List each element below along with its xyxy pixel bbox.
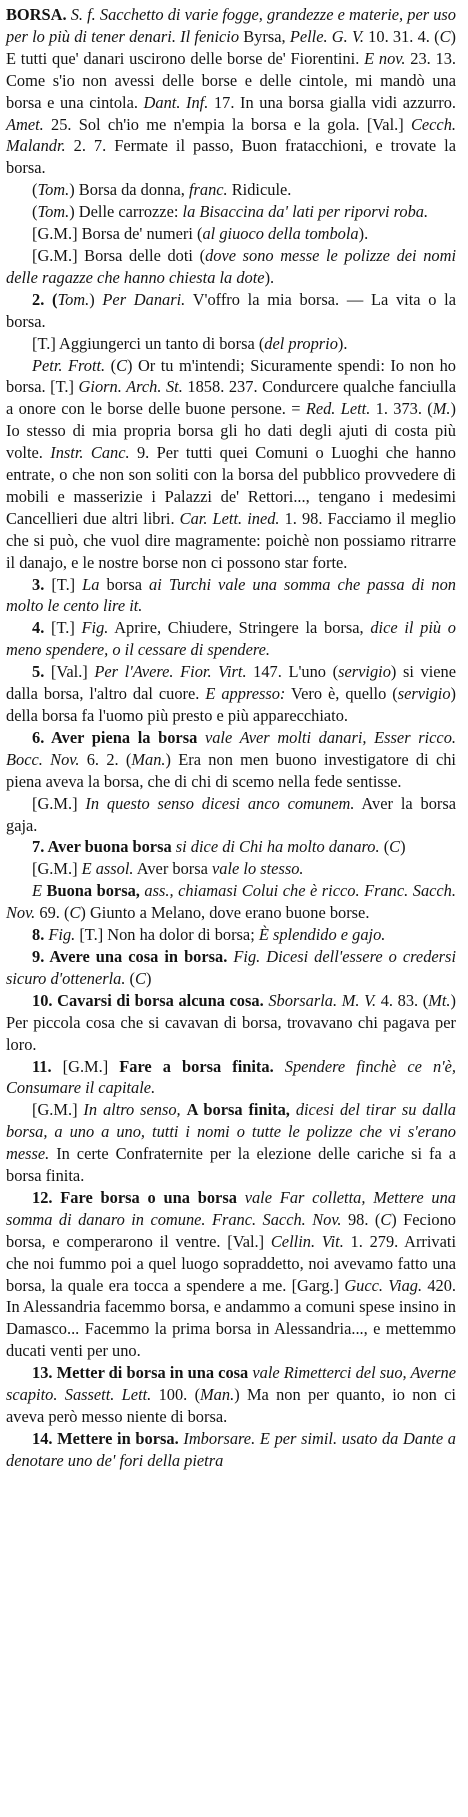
text-run: In certe Confraternite per la elezione delle cariche si fa a borsa finita. [6,1144,456,1186]
italic-text: Man. [200,1385,235,1405]
entry-sense-paragraph [6,727,456,793]
italic-text: Man. [131,749,166,769]
text-run: ( [32,202,38,222]
text-run: 9. Per tutti quei Comuni o Luoghi che hanno entrate, o che non son soliti con la borsa del pubblico provvedere di mobili e masserizie i Palazzi de' Rettori..., tengano i medesimi Cancellieri due altri libri. [6,443,456,528]
entry-sense-paragraph [6,617,456,661]
italic-text: vale Rimetterci del suo, Averne scapito. Sassett. Lett. [6,1363,456,1405]
text-run: Vero è, quello ( [285,684,398,704]
entry-sense-paragraph [6,1428,456,1472]
italic-text: dove sono messe le polizze dei nomi delle ragazze che hanno chiesta la dote [6,245,456,287]
italic-text: al giuoco della tombola [202,224,359,244]
text-run: ) [145,968,152,988]
bold-term: 4. [32,618,52,638]
italic-text: S. f. Sacchetto di varie fogge, grandezze e materie, per uso per lo più di tener denari. Il fenicio [6,5,456,46]
italic-text: ai Turchi vale una somma che passa di non molto le cento lire it. [6,574,456,616]
bold-term: Fare a borsa finita. [119,1056,274,1076]
text-run [274,1057,285,1076]
bold-term: 13. Metter di borsa in una cosa [32,1363,249,1383]
text-run: ) Delle carrozze: [69,202,183,222]
entry-sense-paragraph [6,1187,456,1362]
italic-text: Petr. Frott. [32,355,106,375]
text-run: Ridicule. [227,180,292,200]
italic-text: E assol. [81,859,134,879]
text-run: Aprire, Chiudere, Stringere la borsa, [108,618,371,638]
text-run: 4. 83. ( [376,990,429,1010]
bold-term: 9. Avere una cosa in borsa. [32,946,228,966]
text-run: ) Giunto a Melano, dove erano buone borse. [80,903,370,923]
text-run: ( [125,968,136,988]
text-run: 6. 2. ( [79,749,132,769]
bold-term: A borsa finita, [186,1100,290,1120]
italic-text: vale lo stesso. [212,859,304,879]
entry-sense-paragraph [6,333,456,355]
italic-text: M. [432,399,451,419]
bold-term: 6. Aver piena la borsa [32,727,198,747]
italic-text: Fig. Dicesi dell'essere o credersi sicuro d'ottenerla. [6,946,456,988]
italic-text: Tom. [37,180,70,200]
text-run: 1858. 237. Condurcere qualche fanciulla a onore con le borse delle buone persone. = [6,377,456,419]
italic-text: vale Far colletta, Mettere una somma di danaro in comune. Franc. Sacch. Nov. [6,1187,456,1229]
italic-text: Fig. [48,925,76,945]
text-run: [G.M.] [32,793,86,813]
italic-text: Pelle. G. V. [289,26,364,46]
text-run: [G.M.] [32,859,82,879]
bold-term: 14. Mettere in borsa. [32,1428,179,1448]
italic-text: È splendido e gajo. [258,925,386,945]
italic-text: Per l'Avere. Fior. Virt. [94,662,247,682]
italic-text: Gucc. Viag. [344,1275,423,1295]
italic-text: Tom. [57,289,90,309]
text-run: 10. 31. 4. ( [363,26,440,46]
text-run [197,728,205,747]
text-run: [T.] [51,574,83,594]
bold-term: 7. Aver buona borsa [32,837,172,857]
entry-sense-paragraph [6,223,456,245]
italic-text: In questo senso dicesi anco comunem. [85,793,355,813]
text-run: ) [400,837,406,857]
italic-text: si dice di Chi ha molto danaro. [175,837,380,857]
text-run: 1. 373. ( [370,399,433,419]
text-run: ). [337,333,348,353]
text-run: ) Feciono borsa, e comperarono il ventre. [Val.] [6,1209,456,1251]
italic-text: In altro senso, [83,1100,181,1120]
italic-text: ass., chiamasi Colui che è ricco. Franc. Sacch. Nov. [6,881,456,923]
entry-sense-paragraph [6,245,456,289]
text-run: ( [379,837,390,857]
entry-sense-paragraph [6,1362,456,1428]
entry-sense-paragraph [6,1099,456,1187]
bold-term: 12. Fare borsa o una borsa [32,1187,237,1207]
italic-text: Sborsarla. M. V. [268,990,377,1010]
italic-text: Dant. Inf. [143,92,209,112]
italic-text: la Bisaccina da' lati per riporvi roba. [182,202,429,222]
italic-text: E [32,881,47,901]
text-run: ). [264,267,275,287]
text-run: 1. 98. Facciamo il meglio che si può, che vuol dire magramente: poichè non possiamo ritrarre il danajo, e le nostre borse non ci possono star forte. [6,508,456,572]
text-run: [T.] [51,618,82,638]
text-run: borsa [99,574,150,594]
italic-text: E nov. [364,48,406,68]
italic-text: Imborsare. E per simil. usato da Dante a denotare uno de' fori della pietra [6,1428,456,1470]
italic-text: del proprio [264,333,338,353]
text-run: ) [89,289,103,309]
bold-term: 10. Cavarsi di borsa alcuna cosa. [32,990,264,1010]
italic-text: Car. Lett. ined. [179,508,280,528]
bold-term: 2. ( [32,289,58,309]
italic-text: C [380,1209,392,1229]
entry-sense-paragraph [6,793,456,837]
bold-term: 3. [32,574,52,594]
entry-sense-paragraph [6,880,456,924]
text-run: 69. ( [35,903,70,923]
italic-text: C [135,968,146,988]
italic-text: C [116,355,128,375]
entry-sense-paragraph [6,946,456,990]
italic-text: C [69,903,81,923]
entry-sense-paragraph [6,574,456,618]
entry-sense-paragraph [6,355,456,574]
text-run: V'offro la mia borsa. — La vita o la borsa. [6,289,456,331]
text-run: [G.M.] [62,1056,120,1076]
italic-text: La [82,574,100,594]
text-run: 2. 7. Fermate il passo, Buon fratacchioni, e trovate la borsa. [6,136,456,178]
bold-term: 5. [32,662,51,682]
text-run: Byrsa, [239,26,290,46]
entry-sense-paragraph [6,179,456,201]
text-run: Aver la borsa gaja. [6,793,456,835]
text-run: ) E tutti que' danari uscirono delle borse de' Fiorentini. [6,26,456,68]
text-run: [Val.] [50,662,95,682]
text-run: 1. 279. Arrivati che noi fummo poi a quel luogo sopraddetto, noi avevamo fatto una borsa, la quale era tocca a spendere a me. [Garg.] [6,1231,457,1295]
italic-text: Mt. [428,990,451,1010]
text-run: ) Per piccola cosa che si cavavan di borsa, trovavano chi pagava per loro. [6,990,456,1054]
text-run: 25. Sol ch'io me n'empia la borsa e la gola. [Val.] [43,114,411,134]
text-run: ) si viene dalla borsa, l'altro dal cuore. [6,662,456,704]
text-run: ) Io stesso di mia propria borsa gli ho dati degli ajuti di costa più volte. [6,399,456,463]
entry-sense-paragraph [6,661,456,727]
italic-text: C [439,26,451,46]
bold-term: BORSA. [6,5,67,24]
entry-sense-paragraph [6,990,456,1056]
text-run: [T.] Aggiungerci un tanto di borsa ( [32,333,265,353]
text-run: ). [358,224,369,244]
text-run: ) Era non men buono investigatore di chi piena aveva la borsa, che di chi di scemo nella fede sentisse. [6,749,456,791]
bold-term: Buona borsa, [46,881,140,901]
italic-text: vale Aver molti danari, Esser ricco. Bocc. Nov. [6,727,457,769]
text-run: ) Borsa da donna, [69,180,189,200]
text-run: [G.M.] Borsa de' numeri ( [32,224,203,244]
italic-text: Instr. Canc. [50,443,130,463]
italic-text: C [389,837,401,857]
text-run: 98. ( [341,1209,381,1229]
italic-text: dicesi del tirar su dalla borsa, a uno a uno, tutti i nomi o tutte le polizze che vi s'erano messe. [6,1100,456,1164]
text-run: ( [32,180,38,200]
text-run: 23. 13. Come s'io non avessi delle borse e delle cintole, mi mandò una borsa e una cintola. [6,48,457,112]
entry-sense-paragraph [6,924,456,946]
text-run: ) Ma non per quanto, io non ci aveva però messo niente di borsa. [6,1385,456,1426]
text-run: ( [105,355,117,375]
italic-text: E appresso: [205,684,286,704]
entry-sense-paragraph [6,858,456,880]
text-run: Aver borsa [133,859,212,879]
italic-text: Giorn. Arch. St. [78,377,183,397]
text-run: [G.M.] Borsa delle doti ( [32,245,206,265]
entry-sense-paragraph [6,201,456,223]
italic-text: Fig. [81,618,109,638]
italic-text: servigio [397,684,451,704]
text-run: 100. ( [151,1385,201,1405]
entry-sense-paragraph [6,1056,456,1100]
text-run: 17. In una borsa gialla vidi azzurro. [208,92,456,112]
bold-term: 11. [32,1056,63,1076]
italic-text: Amet. [6,114,44,134]
text-run: 420. In Alessandria facemmo borsa, e andammo a comuni spese insino in Damasco... Facemmo la prima borsa in Alessandria..., e mettemmo ducati venti per uno. [6,1275,457,1361]
italic-text: servigio [338,662,391,682]
text-run: ) della borsa fa l'uomo più presto e più apparecchiato. [6,684,456,725]
bold-term: 8. [32,925,49,945]
entry-headword-paragraph [6,4,456,179]
text-run: ) Or tu m'intendi; Sicuramente spendi: Io non ho borsa. [T.] [6,355,456,397]
italic-text: Cellin. Vit. [270,1231,344,1251]
italic-text: Tom. [37,202,70,222]
entry-sense-paragraph [6,836,456,858]
italic-text: Red. Lett. [305,399,371,419]
italic-text: dice il più o meno spendere, o il cessare di spendere. [6,618,457,660]
entry-sense-paragraph [6,289,456,333]
italic-text: franc. [188,180,228,200]
italic-text: Per Danari. [102,289,186,309]
italic-text: Spendere finchè ce n'è, Consumare il capitale. [6,1056,457,1098]
text-run [237,1188,245,1207]
text-run: [T.] Non ha dolor di borsa; [75,925,259,945]
text-run: [G.M.] [32,1100,84,1120]
text-run: 147. L'uno ( [246,662,339,682]
italic-text: Cecch. Malandr. [6,114,456,156]
